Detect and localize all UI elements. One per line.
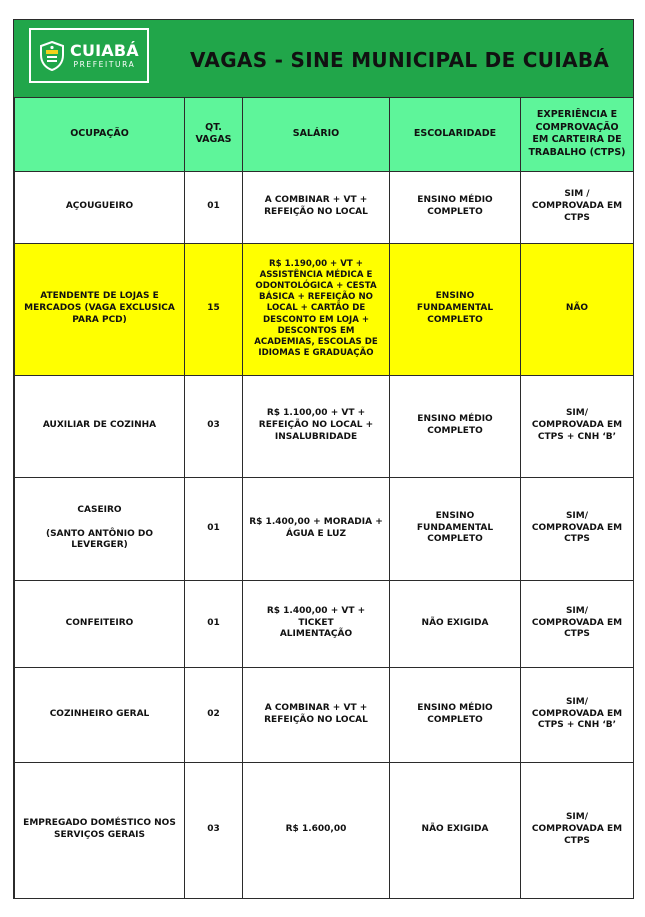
cell-qt-vagas: 01: [185, 477, 243, 580]
cell-escolaridade: NÃO EXIGIDA: [390, 762, 521, 898]
cell-experiencia: SIM/ COMPROVADA EM CTPS + CNH ‘B’: [521, 375, 634, 477]
cell-qt-vagas: 03: [185, 762, 243, 898]
cell-ocupacao: EMPREGADO DOMÉSTICO NOS SERVIÇOS GERAIS: [15, 762, 185, 898]
cell-ocupacao: AUXILIAR DE COZINHA: [15, 375, 185, 477]
table-row: [15, 375, 634, 477]
column-header-escolaridade: ESCOLARIDADE: [390, 98, 521, 171]
cell-experiencia: SIM/ COMPROVADA EM CTPS: [521, 580, 634, 667]
table-header-row: [15, 98, 634, 171]
column-header-qt-vagas: QT. VAGAS: [185, 98, 243, 171]
column-header-experiencia: EXPERIÊNCIA E COMPROVAÇÃO EM CARTEIRA DE TRABALHO (CTPS): [521, 98, 634, 171]
table-row: [15, 667, 634, 762]
cell-salario: R$ 1.400,00 + MORADIA + ÁGUA E LUZ: [243, 477, 390, 580]
cell-ocupacao: CONFEITEIRO: [15, 580, 185, 667]
cell-qt-vagas: 15: [185, 243, 243, 375]
cell-salario: A COMBINAR + VT + REFEIÇÃO NO LOCAL: [243, 171, 390, 243]
cell-salario: R$ 1.400,00 + VT + TICKET ALIMENTAÇÃO: [243, 580, 390, 667]
cell-experiencia: SIM/ COMPROVADA EM CTPS: [521, 477, 634, 580]
cell-escolaridade: ENSINO FUNDAMENTAL COMPLETO: [390, 477, 521, 580]
cell-experiencia: SIM/ COMPROVADA EM CTPS: [521, 762, 634, 898]
cell-salario: A COMBINAR + VT + REFEIÇÃO NO LOCAL: [243, 667, 390, 762]
cuiaba-logo: [29, 28, 149, 83]
table-row: [15, 580, 634, 667]
cell-escolaridade: NÃO EXIGIDA: [390, 580, 521, 667]
cell-salario: R$ 1.100,00 + VT + REFEIÇÃO NO LOCAL + INSALUBRIDADE: [243, 375, 390, 477]
logo-name: CUIABÁ: [70, 40, 139, 60]
table-row: [15, 477, 634, 580]
vacancies-table: [14, 98, 634, 899]
cell-escolaridade: ENSINO MÉDIO COMPLETO: [390, 375, 521, 477]
table-row: [15, 762, 634, 898]
column-header-salario: SALÁRIO: [243, 98, 390, 171]
city-shield-icon: [39, 41, 65, 71]
logo-subtitle: PREFEITURA: [73, 59, 136, 69]
table-row-highlighted: [15, 243, 634, 375]
cell-escolaridade: ENSINO MÉDIO COMPLETO: [390, 667, 521, 762]
cell-ocupacao: CASEIRO (SANTO ANTÔNIO DO LEVERGER): [15, 477, 185, 580]
page-title: VAGAS - SINE MUNICIPAL DE CUIABÁ: [190, 48, 610, 72]
cell-ocupacao: COZINHEIRO GERAL: [15, 667, 185, 762]
cell-experiencia: SIM/ COMPROVADA EM CTPS + CNH ‘B’: [521, 667, 634, 762]
table-row: [15, 171, 634, 243]
header-banner: [14, 20, 633, 98]
cell-salario: R$ 1.600,00: [243, 762, 390, 898]
cell-qt-vagas: 01: [185, 171, 243, 243]
cell-qt-vagas: 01: [185, 580, 243, 667]
cell-escolaridade: ENSINO MÉDIO COMPLETO: [390, 171, 521, 243]
cell-qt-vagas: 02: [185, 667, 243, 762]
cell-ocupacao: ATENDENTE DE LOJAS E MERCADOS (VAGA EXCLUSICA PARA PCD): [15, 243, 185, 375]
cell-salario: R$ 1.190,00 + VT + ASSISTÊNCIA MÉDICA E ODONTOLÓGICA + CESTA BÁSICA + REFEIÇÃO NO LOCAL + CARTÃO DE DESCONTO EM LOJA + DESCONTOS EM ACADEMIAS, ESCOLAS DE IDIOMAS E GRADUAÇÃO: [243, 243, 390, 375]
cell-experiencia: SIM / COMPROVADA EM CTPS: [521, 171, 634, 243]
cell-escolaridade: ENSINO FUNDAMENTAL COMPLETO: [390, 243, 521, 375]
cell-ocupacao: AÇOUGUEIRO: [15, 171, 185, 243]
column-header-ocupacao: OCUPAÇÃO: [15, 98, 185, 171]
job-listing-sheet: [13, 19, 634, 899]
cell-qt-vagas: 03: [185, 375, 243, 477]
cell-experiencia: NÃO: [521, 243, 634, 375]
